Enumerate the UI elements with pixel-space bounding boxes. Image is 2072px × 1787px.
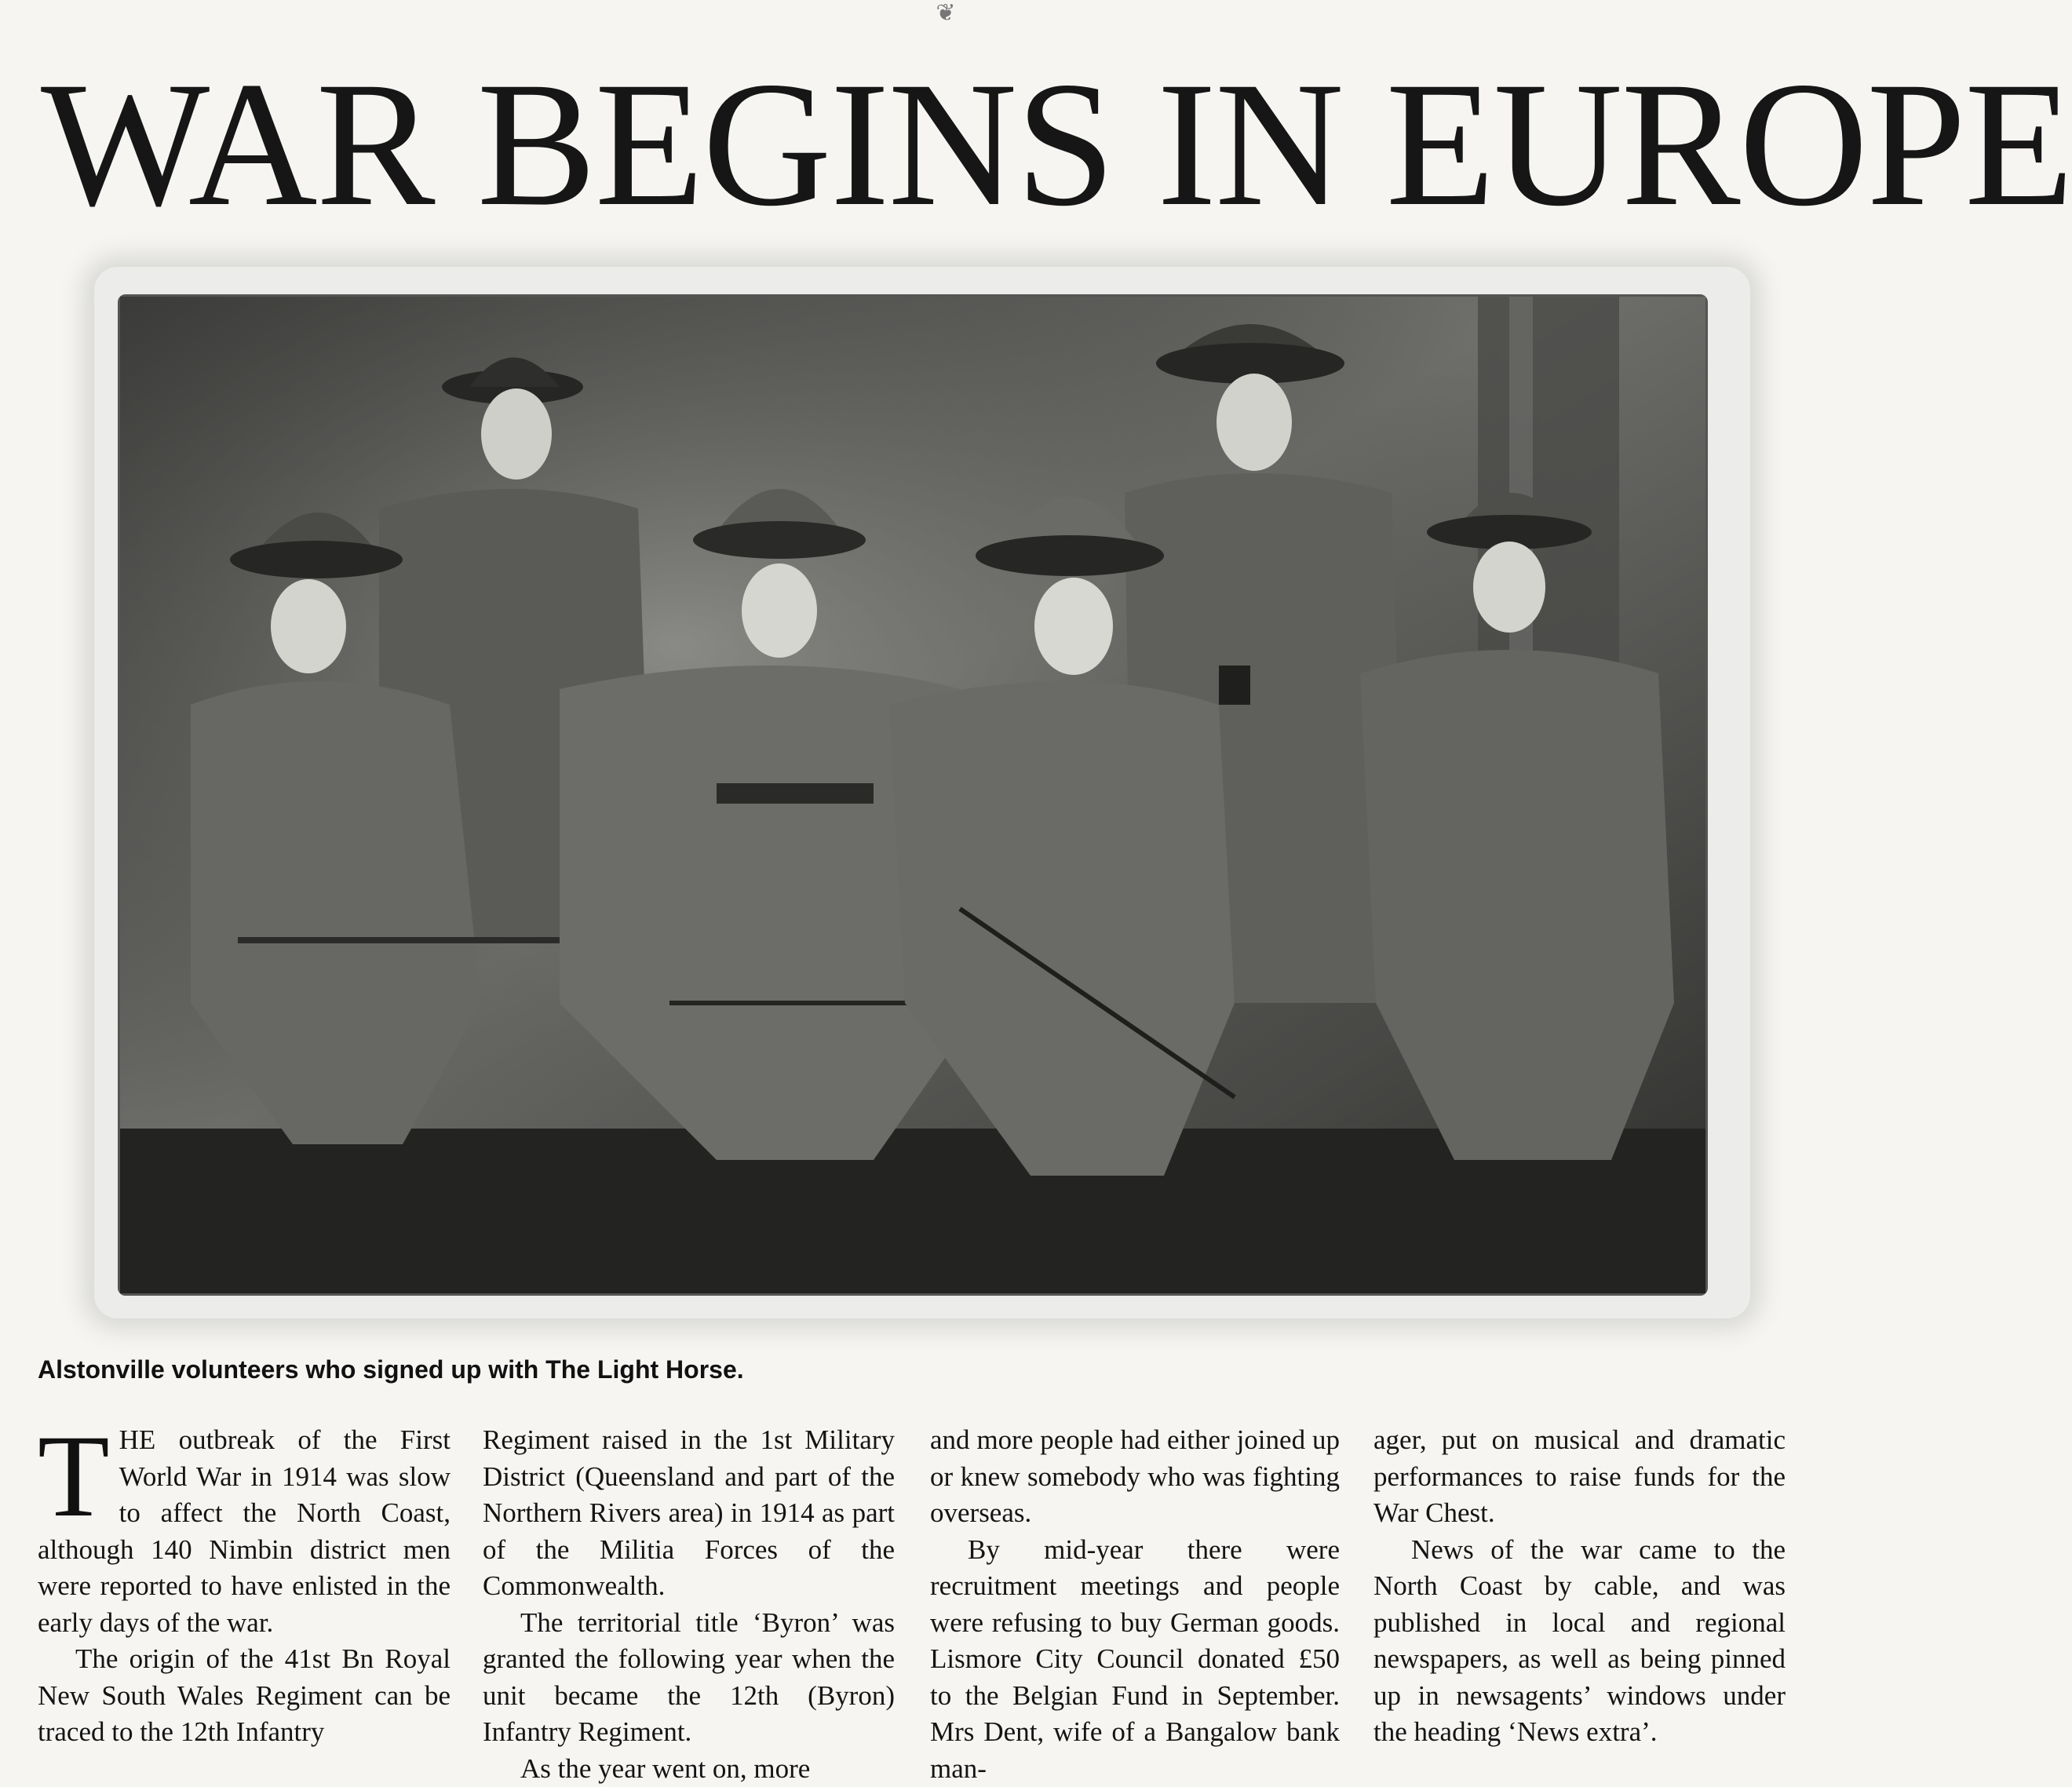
photo-illustration: [120, 297, 1705, 1293]
article-column-4: [1373, 1422, 1786, 1751]
article-paragraph: Regiment raised in the 1st Military District (Queensland and part of the Northern Rivers area) in 1914 as part of the Militia Forces of the Commonwealth.: [483, 1422, 895, 1605]
article-paragraph: and more people had either joined up or knew somebody who was fighting overseas.: [930, 1422, 1340, 1532]
article-column-2: [483, 1422, 895, 1787]
ornament-icon: ❦: [895, 3, 997, 24]
photo-caption: Alstonville volunteers who signed up with The Light Horse.: [38, 1354, 744, 1385]
article-paragraph: News of the war came to the North Coast by cable, and was published in local and regional newspapers, as well as being pinned up in newsagents’ windows under the heading ‘News extra’.: [1373, 1532, 1786, 1751]
article-paragraph: ager, put on musical and dramatic performances to raise funds for the War Chest.: [1373, 1422, 1786, 1532]
article-column-1: [38, 1422, 451, 1751]
group-portrait-photo: [118, 294, 1708, 1296]
article-paragraph: By mid-year there were recruitment meetings and people were refusing to buy German goods. Lismore City Council donated £50 to the Belgian Fund in September. Mrs Dent, wife of a Bangalow bank man-: [930, 1532, 1340, 1787]
article-paragraph: The territorial title ‘Byron’ was granted the following year when the unit became the 12th (Byron) Infantry Regiment.: [483, 1605, 895, 1751]
paragraph-text: HE outbreak of the First World War in 1914 was slow to affect the North Coast, although 140 Nimbin district men were reported to have enlisted in the early days of the war.: [38, 1424, 451, 1638]
article-paragraph: [38, 1422, 451, 1641]
article-paragraph: The origin of the 41st Bn Royal New South Wales Regiment can be traced to the 12th Infantry: [38, 1641, 451, 1751]
article-column-3: [930, 1422, 1340, 1787]
headline: WAR BEGINS IN EUROPE: [41, 55, 1791, 234]
article-paragraph: As the year went on, more: [483, 1751, 895, 1787]
drop-cap: T: [38, 1428, 110, 1524]
